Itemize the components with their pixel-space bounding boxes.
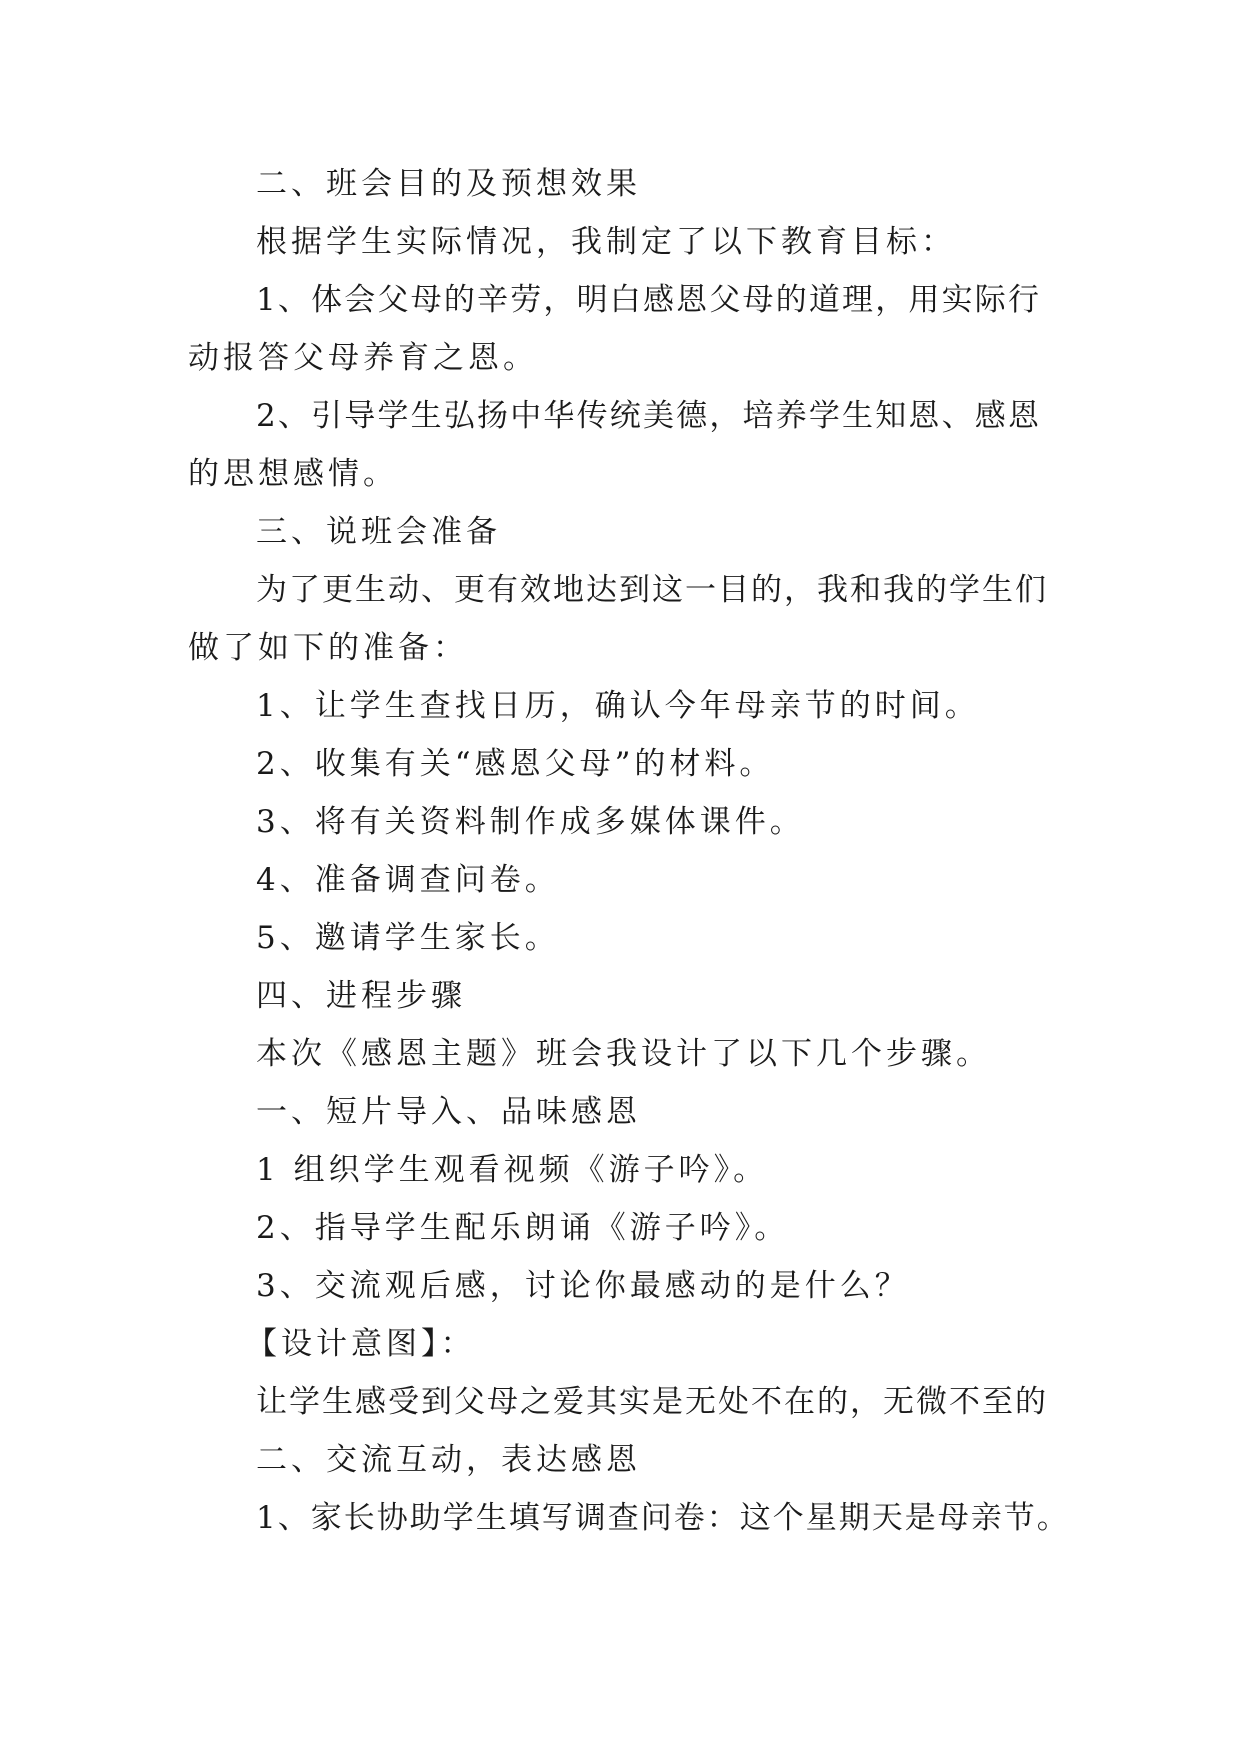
subsection-heading: 一、短片导入、品味感恩: [256, 1094, 641, 1130]
paragraph-line: 动报答父母养育之恩。: [188, 340, 538, 376]
list-item: 3、将有关资料制作成多媒体课件。: [256, 804, 805, 840]
list-item: 1、家长协助学生填写调查问卷：这个星期天是母亲节。: [256, 1500, 1070, 1536]
design-intent-label: 【设计意图】：: [246, 1326, 476, 1362]
list-item: 3、交流观后感，讨论你最感动的是什么？: [256, 1268, 910, 1304]
paragraph-line: 为了更生动、更有效地达到这一目的，我和我的学生们: [256, 572, 1048, 608]
paragraph-line: 根据学生实际情况，我制定了以下教育目标：: [256, 224, 956, 260]
subsection-heading: 二、交流互动，表达感恩: [256, 1442, 641, 1478]
section-heading-goals: 二、班会目的及预想效果: [256, 166, 641, 202]
paragraph-line: 1、体会父母的辛劳，明白感恩父母的道理，用实际行: [256, 282, 1041, 318]
paragraph-line: 让学生感受到父母之爱其实是无处不在的，无微不至的: [256, 1384, 1048, 1420]
list-item: 2、收集有关“感恩父母”的材料。: [256, 746, 775, 782]
list-item: 5、邀请学生家长。: [256, 920, 560, 956]
list-item: 4、准备调查问卷。: [256, 862, 560, 898]
section-heading-steps: 四、进程步骤: [256, 978, 466, 1014]
paragraph-line: 的思想感情。: [188, 456, 398, 492]
paragraph-line: 做了如下的准备：: [188, 630, 468, 666]
list-item: 2、指导学生配乐朗诵《游子吟》。: [256, 1210, 790, 1246]
list-item: 1、让学生查找日历，确认今年母亲节的时间。: [256, 688, 980, 724]
section-heading-preparation: 三、说班会准备: [256, 514, 501, 550]
paragraph-line: 本次《感恩主题》班会我设计了以下几个步骤。: [256, 1036, 991, 1072]
paragraph-line: 2、引导学生弘扬中华传统美德，培养学生知恩、感恩: [256, 398, 1041, 434]
list-item: 1 组织学生观看视频《游子吟》。: [256, 1152, 769, 1188]
